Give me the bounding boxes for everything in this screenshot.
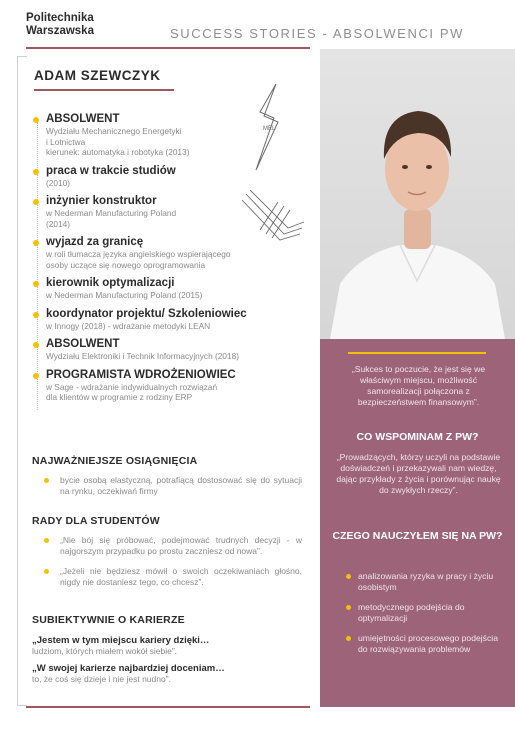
timeline-bullet-icon xyxy=(33,342,39,348)
career-item xyxy=(34,236,304,270)
page-header-title: SUCCESS STORIES - ABSOLWENCI PW xyxy=(170,26,464,41)
bullet-icon xyxy=(44,478,49,483)
subjective-question: „Jestem w tym miejscu kariery dzięki… xyxy=(32,635,210,646)
career-item-title: inżynier konstruktor xyxy=(46,195,157,207)
list-item: „Nie bój się próbować, podejmować trudnych decyzji - w najgorszym przypadku po prostu zaczniesz od nowa”. xyxy=(32,535,302,557)
career-item xyxy=(34,308,304,332)
bullet-icon xyxy=(346,574,351,579)
career-item xyxy=(34,338,304,362)
career-item-title: koordynator projektu/ Szkoleniowiec xyxy=(46,307,247,320)
career-item-desc: (2010) xyxy=(46,177,70,188)
career-item-desc: i Lotnictwa xyxy=(46,136,86,147)
subjective-question: „W swojej karierze najbardziej doceniam… xyxy=(32,663,225,674)
career-item xyxy=(34,277,304,301)
career-item xyxy=(34,195,304,229)
learned-title: CZEGO NAUCZYŁEM SIĘ NA PW? xyxy=(332,530,503,542)
career-item-desc: w Nederman Manufacturing Poland (2015) xyxy=(46,290,203,300)
career-item-title: ABSOLWENT xyxy=(46,338,120,350)
career-item-desc: w roli tłumacza języka angielskiego wspierającego xyxy=(46,249,231,259)
list-item: „Jeżeli nie będziesz mówił o swoich oczekiwaniach głośno, nigdy nie dostaniesz tego, co chcesz”. xyxy=(32,566,302,588)
panel-accent-rule xyxy=(348,352,486,354)
bullet-icon xyxy=(44,538,49,543)
career-item-title: PROGRAMISTA WDROŻENIOWIEC xyxy=(46,368,236,381)
bullet-icon xyxy=(346,636,351,641)
list-item: umiejętności procesowego podejścia do rozwiązywania problemów xyxy=(346,633,506,655)
timeline-bullet-icon xyxy=(33,117,39,123)
career-item xyxy=(34,369,304,403)
career-item-desc: Wydziału Elektroniki i Technik Informacyjnych (2018) xyxy=(46,351,239,361)
timeline-bullet-icon xyxy=(33,281,39,287)
achievements-title: NAJWAŻNIEJSZE OSIĄGNIĘCIA xyxy=(32,455,198,467)
career-item-title: kierownik optymalizacji xyxy=(46,277,175,289)
learned-list xyxy=(346,571,506,664)
career-item-desc: w Nederman Manufacturing Poland xyxy=(46,208,177,218)
person-name: ADAM SZEWCZYK xyxy=(34,68,161,83)
portrait-photo xyxy=(320,49,515,339)
timeline-bullet-icon xyxy=(33,240,39,246)
advice-title: RADY DLA STUDENTÓW xyxy=(32,515,160,527)
advice-list xyxy=(32,535,302,588)
mel-label: MEL xyxy=(263,126,276,132)
quotes-panel xyxy=(320,339,515,707)
timeline-bullet-icon xyxy=(33,169,39,175)
career-item-desc: Wydziału Mechanicznego Energetyki xyxy=(46,126,182,136)
university-logo xyxy=(26,12,94,38)
name-underline xyxy=(34,89,174,91)
subjective-answer: to, że coś się dzieje i nie jest nudno”. xyxy=(32,674,171,684)
logo-line2: Warszawska xyxy=(26,25,94,37)
subjective-answer: ludziom, których miałem wokół siebie”. xyxy=(32,646,178,656)
subjective-title: SUBIEKTYWNIE O KARIERZE xyxy=(32,614,185,626)
career-item xyxy=(34,165,304,189)
career-item-title: wyjazd za granicę xyxy=(46,236,144,248)
achievements-section xyxy=(32,455,302,506)
list-item: analizowania ryzyka w pracy i życiu osobistym xyxy=(346,571,506,593)
timeline-bullet-icon xyxy=(33,199,39,205)
career-item xyxy=(34,113,304,158)
timeline-bullet-icon xyxy=(33,312,39,318)
career-item-desc: w Innogy (2018) - wdrażanie metodyki LEAN xyxy=(46,320,211,331)
footer-divider xyxy=(26,706,310,708)
career-item-desc: w Sage - wdrażanie indywidualnych rozwiązań xyxy=(46,381,218,392)
memory-title: CO WSPOMINAM Z PW? xyxy=(356,431,479,443)
career-item-desc: dla klientów w programie z rodziny ERP xyxy=(46,392,193,402)
left-frame-bracket xyxy=(17,56,27,706)
achievements-list xyxy=(32,475,302,497)
career-item-title: praca w trakcie studiów xyxy=(46,164,176,177)
timeline-bullet-icon xyxy=(33,373,39,379)
career-item-desc: (2014) xyxy=(46,218,70,229)
career-item-desc: kierunek: automatyka i robotyka (2013) xyxy=(46,147,190,157)
success-quote: „Sukces to poczucie, że jest się we właściwym miejscu, możliwość samorealizacji połączona z bezpieczeństwem finansowym”. xyxy=(351,364,486,407)
logo-line1: Politechnika xyxy=(26,12,94,24)
bullet-icon xyxy=(44,569,49,574)
bullet-icon xyxy=(346,605,351,610)
list-item: bycie osobą elastyczną, potrafiącą dostosować się do sytuacji na rynku, oczekiwań firmy xyxy=(32,475,302,497)
career-item-title: ABSOLWENT xyxy=(46,113,120,125)
header-divider xyxy=(26,47,310,49)
advice-section xyxy=(32,515,302,597)
career-timeline xyxy=(34,113,304,410)
career-item-desc: osoby uczące się nowego oprogramowania xyxy=(46,259,206,270)
list-item: metodycznego podejścia do optymalizacji xyxy=(346,602,506,624)
subjective-section xyxy=(32,614,302,691)
portrait-illustration xyxy=(320,49,515,339)
memory-text: „Prowadzących, którzy uczyli na podstawie doświadczeń i przekazywali nam wiedzę, dając przykłady z życia i porównując naukę do zwykłych rzeczy”. xyxy=(336,452,501,495)
